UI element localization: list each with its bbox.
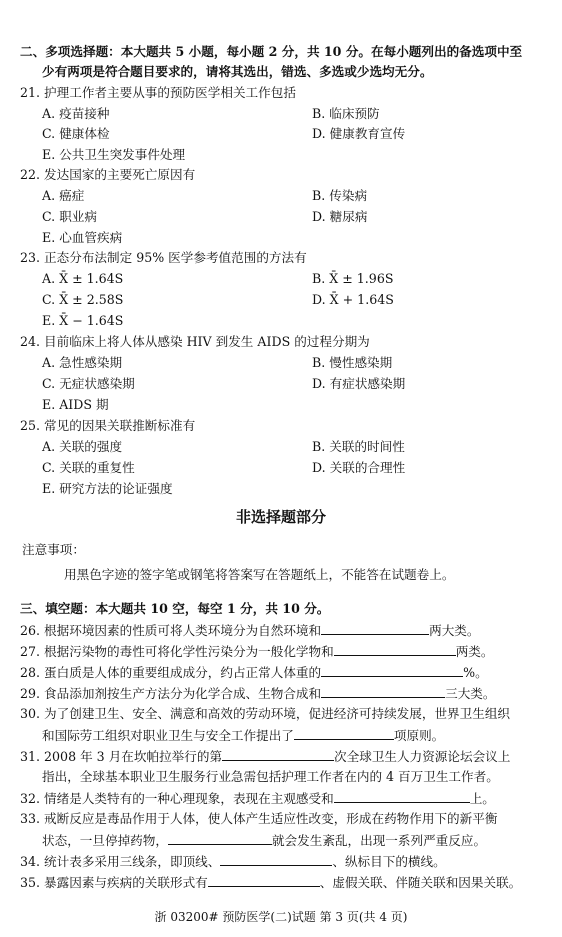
question-24-option-d: D. 有症状感染期 — [312, 376, 406, 391]
question-23-option-c: C. X̄ ± 2.58S — [42, 292, 124, 307]
question-27 — [20, 643, 493, 660]
question-33-line2 — [42, 832, 486, 849]
notice-label: 注意事项： — [22, 542, 85, 557]
question-30-line2 — [42, 727, 444, 744]
question-35-text: 35. 暴露因素与疾病的关联形式有 — [20, 875, 208, 890]
question-33-tail: 就会发生紊乱，出现一系列严重反应。 — [271, 833, 487, 848]
question-31-line1 — [20, 748, 510, 765]
question-21-stem: 21. 护理工作者主要从事的预防医学相关工作包括 — [20, 85, 296, 100]
question-22-option-d: D. 糖尿病 — [312, 209, 368, 224]
question-24-option-b: B. 慢性感染期 — [312, 355, 393, 370]
question-32-tail: 上。 — [469, 791, 495, 806]
nonchoice-title: 非选择题部分 — [235, 508, 326, 526]
question-35 — [20, 874, 521, 891]
question-23-option-e: E. X̄ − 1.64S — [42, 313, 124, 328]
answer-blank-35 — [208, 874, 320, 887]
question-23-stem: 23. 正态分布法制定 95% 医学参考值范围的方法有 — [20, 250, 307, 265]
question-28-text: 28. 蛋白质是人体的重要组成成分，约占正常人体重的 — [20, 665, 322, 680]
question-25-stem: 25. 常见的因果关联推断标准有 — [20, 418, 196, 433]
question-24-stem: 24. 目前临床上将人体从感染 HIV 到发生 AIDS 的过程分期为 — [20, 334, 370, 349]
question-22-option-b: B. 传染病 — [312, 188, 368, 203]
question-30-line1: 30. 为了创建卫生、安全、满意和高效的劳动环境，促进经济可持续发展，世界卫生组织 — [20, 706, 511, 721]
question-30-text: 和国际劳工组织对职业卫生与安全工作提出了 — [42, 728, 294, 743]
question-23-option-d: D. X̄ + 1.64S — [312, 292, 394, 307]
answer-blank-33 — [168, 832, 272, 845]
answer-blank-26 — [321, 622, 429, 635]
question-22-option-c: C. 职业病 — [42, 209, 97, 224]
question-23-option-a: A. X̄ ± 1.64S — [42, 271, 124, 286]
answer-blank-28 — [321, 664, 463, 677]
question-24-option-e: E. AIDS 期 — [42, 397, 109, 412]
section3-header: 三、填空题：本大题共 10 空，每空 1 分，共 10 分。 — [20, 601, 330, 616]
question-25-option-b: B. 关联的时间性 — [312, 439, 405, 454]
question-21-option-a: A. 疫苗接种 — [42, 106, 110, 121]
question-21-option-b: B. 临床预防 — [312, 106, 380, 121]
question-29-tail: 三大类。 — [445, 686, 496, 701]
page-footer: 浙 03200# 预防医学(二)试题 第 3 页(共 4 页) — [154, 910, 408, 924]
question-22-option-e: E. 心血管疾病 — [42, 230, 123, 245]
question-34-text: 34. 统计表多采用三线条，即顶线、 — [20, 854, 221, 869]
question-25-option-a: A. 关联的强度 — [42, 439, 123, 454]
question-24-option-a: A. 急性感染期 — [42, 355, 123, 370]
question-25-option-c: C. 关联的重复性 — [42, 460, 135, 475]
question-27-text: 27. 根据污染物的毒性可将化学性污染分为一般化学物和 — [20, 644, 334, 659]
question-24-option-c: C. 无症状感染期 — [42, 376, 135, 391]
question-34 — [20, 853, 446, 870]
question-29-text: 29. 食品添加剂按生产方法分为化学合成、生物合成和 — [20, 686, 322, 701]
question-29 — [20, 685, 495, 702]
question-28 — [20, 664, 488, 681]
question-21-option-e: E. 公共卫生突发事件处理 — [42, 147, 186, 162]
answer-blank-31 — [222, 748, 334, 761]
answer-blank-29 — [321, 685, 445, 698]
answer-blank-27 — [334, 643, 456, 656]
section2-header-line1: 二、多项选择题：本大题共 5 小题，每小题 2 分，共 10 分。在每小题列出的备选项中至 — [20, 44, 523, 59]
question-31-tail: 次全球卫生人力资源论坛会议上 — [334, 749, 511, 764]
answer-blank-30 — [294, 727, 394, 740]
section2-header-line2: 少有两项是符合题目要求的，请将其选出，错选、多选或少选均无分。 — [42, 64, 433, 79]
question-33-line1: 33. 戒断反应是毒品作用于人体，使人体产生适应性改变，形成在药物作用下的新平衡 — [20, 811, 498, 826]
question-25-option-d: D. 关联的合理性 — [312, 460, 406, 475]
question-25-option-e: E. 研究方法的论证强度 — [42, 481, 173, 496]
question-32 — [20, 790, 495, 807]
question-21-option-c: C. 健康体检 — [42, 126, 110, 141]
question-30-tail: 项原则。 — [393, 728, 445, 743]
question-35-tail: 、虚假关联、伴随关联和因果关联。 — [319, 875, 522, 890]
question-26-tail: 两大类。 — [429, 623, 480, 638]
question-26-text: 26. 根据环境因素的性质可将人类环境分为自然环境和 — [20, 623, 322, 638]
question-21-option-d: D. 健康教育宣传 — [312, 126, 406, 141]
answer-blank-32 — [334, 790, 470, 803]
question-33-text: 状态，一旦停掉药物， — [42, 833, 168, 848]
answer-blank-34 — [220, 853, 332, 866]
question-31-line2: 指出，全球基本职业卫生服务行业急需包括护理工作者在内的 4 百万卫生工作者。 — [42, 769, 499, 784]
question-22-stem: 22. 发达国家的主要死亡原因有 — [20, 167, 196, 182]
question-28-tail: %。 — [463, 665, 488, 680]
notice-text: 用黑色字迹的签字笔或钢笔将答案写在答题纸上，不能答在试题卷上。 — [64, 567, 455, 582]
question-34-tail: 、纵标目下的横线。 — [332, 854, 446, 869]
question-26 — [20, 622, 479, 639]
question-23-option-b: B. X̄ ± 1.96S — [312, 271, 394, 286]
question-31-text: 31. 2008 年 3 月在坎帕拉举行的第 — [20, 749, 223, 764]
question-22-option-a: A. 癌症 — [42, 188, 85, 203]
question-32-text: 32. 情绪是人类特有的一种心理现象，表现在主观感受和 — [20, 791, 334, 806]
question-27-tail: 两类。 — [455, 644, 494, 659]
